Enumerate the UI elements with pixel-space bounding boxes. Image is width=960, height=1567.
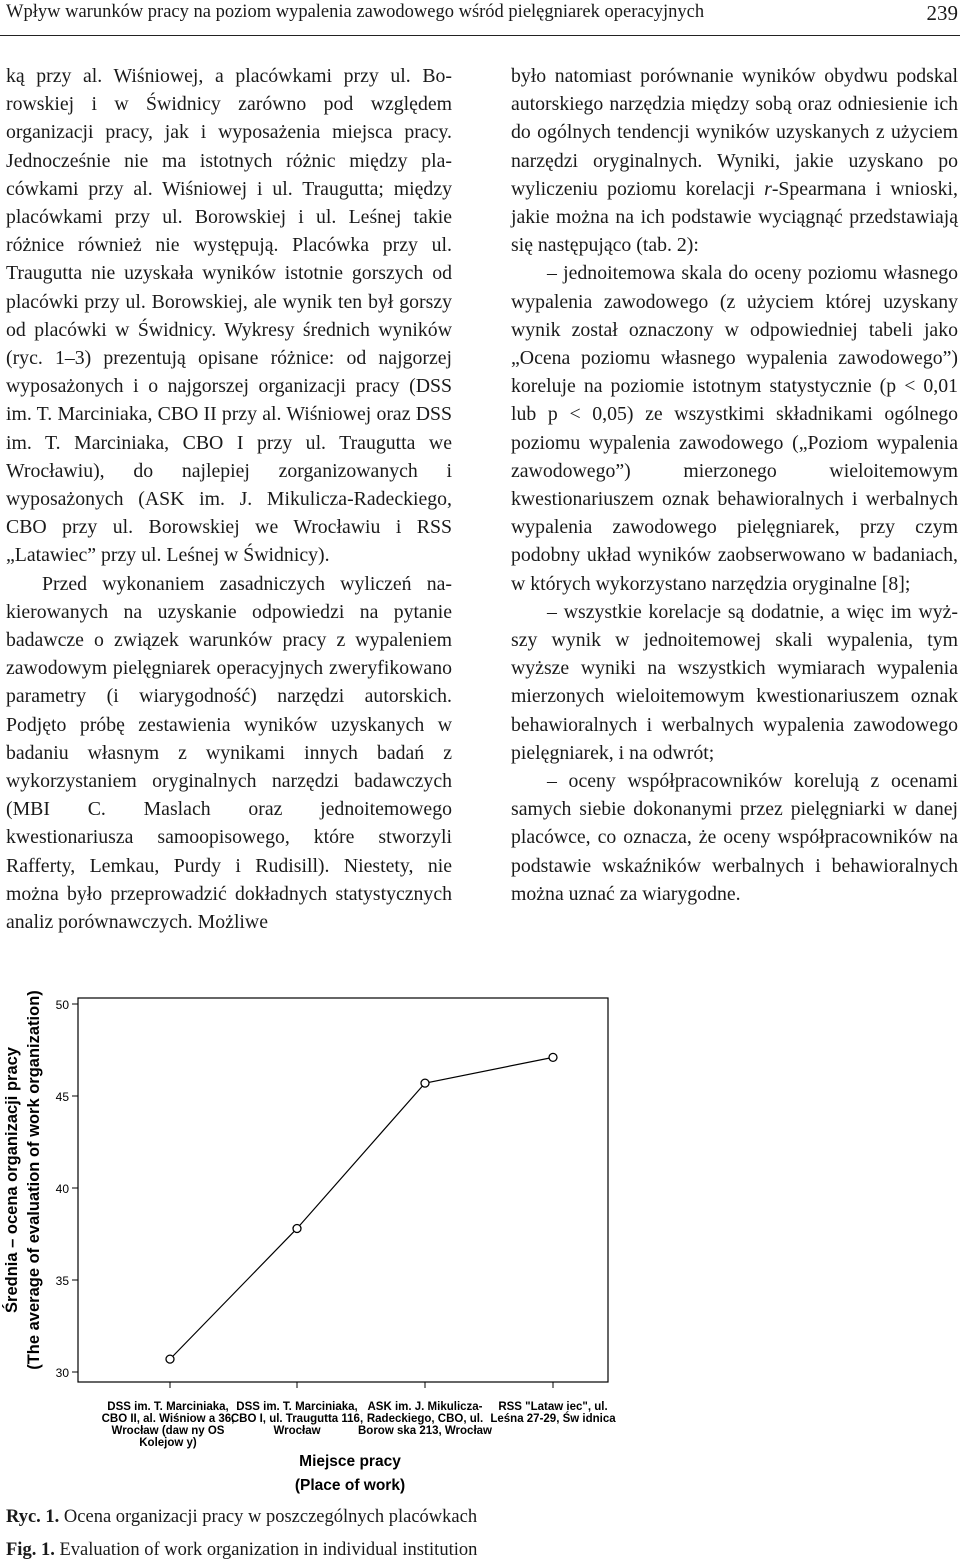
y-tick-label: 45 (55, 1090, 69, 1104)
caption-text: Ocena organizacji pracy w poszczególnych placówkach (63, 1507, 478, 1527)
caption-text: Evaluation of work organization in individual institution (59, 1540, 478, 1560)
paragraph: ką przy al. Wiśniowej, a placówkami przy ul. Borowskiej i w Świdnicy zarówno pod względem organizacji pracy, jak i wyposażenia miejsca pracy. Jednocześnie nie ma istotnych różnic między placówkami przy al. Wiśniowej i ul. Traugutta; między placówkami przy ul. Borowskiej i ul. Leśnej takie różnice również nie występują. Placówka przy ul. Traugutta nie uzyskała wyników istotnie gorszych od placówki przy ul. Borowskiej, ale wynik ten był gorszy od placówki w Świdnicy. Wykresy średnich wyników (ryc. 1–3) prezentują opisane różnice: od najgorzej wyposażonych i o najgorszej organizacji pracy (DSS im. T. Marciniaka, CBO II przy al. Wiśniowej oraz DSS im. T. Marciniaka, CBO I przy ul. Traugutta we Wrocławiu), do najlepiej zorganizowanych i wyposażonych (ASK im. J. Mikulicza-Radeckiego, CBO przy ul. Borowskiej we Wrocławiu i RSS „Latawiec” przy ul. Leśnej w Świdnicy). (6, 65, 452, 567)
right-column (511, 62, 958, 908)
paragraph: Przed wykonaniem zasadniczych wyliczeń nakierowanych na uzyskanie odpowiedzi na pytanie badawcze o związek warunków pracy z wypaleniem zawodowym pielęgniarek operacyjnych zweryfikowano parametry (i wiarygodność) narzędzi autorskich. Podjęto próbę zestawienia wyników uzyskanych w badaniu własnym z wynikami innych badań z wykorzystaniem oryginalnych narzędzi badawczych (MBI C. Maslach oraz jednoitemowego kwestionariusza samoopisowego, które stworzyli Rafferty, Lemkau, Purdy i Rudisill). Niestety, nie można było przeprowadzić dokładnych statystycznych analiz porównawczych. Możliwe (6, 572, 452, 934)
running-header (0, 0, 960, 36)
x-tick-label: Wrocław (273, 1425, 321, 1437)
x-tick-label: DSS im. T. Marciniaka, (236, 1401, 358, 1413)
paragraph-text: -Spearmana i wnioski, jakie można na ich podstawie wyciągnąć przedstawiają się następująco (tab. 2): (511, 177, 958, 257)
x-tick-label: Wrocław (daw ny OS (111, 1425, 225, 1437)
caption-label: Fig. 1. (6, 1540, 55, 1560)
x-tick-label: Kolejow y) (139, 1437, 197, 1449)
x-tick-label: DSS im. T. Marciniaka, (107, 1401, 229, 1413)
figure-caption-pl (6, 1507, 477, 1528)
italic-symbol: r (764, 177, 772, 200)
y-tick-label: 35 (55, 1274, 69, 1288)
data-point (421, 1079, 429, 1087)
list-item: – jednoitemowa skala do oceny poziomu własnego wypalenia zawodowego (z użyciem której uzyskany wynik został oznaczony w odpowiedniej tabeli jako „Ocena poziomu własnego wypalenia zawodowego”) koreluje na poziomie istotnym statystycznie (p < 0,01 lub p < 0,05) ze wszystkimi składnikami ogólnego poziomu wypalenia zawodowego („Poziom wypalenia zawodowego”) mierzonego wieloitemowym kwestionariuszem oznak behawioralnych i werbalnych wypalenia zawodowego pielęgniarek, przy czym podobny układ wyników zaobserwowano w badaniach, w których wykorzystano narzędzia oryginalne [8]; (511, 262, 958, 595)
x-tick-label: CBO I, ul. Traugutta 116, (230, 1413, 364, 1425)
list-item: – wszystkie korelacje są dodatnie, a więc im wyższy wynik w jednoitemowej skali wypalenia, tym wyższe wyniki na wszystkich wymiarach wypalenia mierzonych wieloitemowym kwestionariuszem oznak behawioralnych i werbalnych wypalenia zawodowego pielęgniarek, i na odwrót; (511, 600, 958, 764)
data-point (166, 1355, 174, 1363)
figure-caption-en (6, 1540, 477, 1561)
list-item: – oceny współpracowników korelują z ocenami samych siebie dokonanymi przez pielęgniarki w danej placówce, co oznacza, że oceny współpracowników na podstawie wskaźników werbalnych i behawioralnych można uznać za wiarygodne. (511, 770, 958, 905)
figure-1 (0, 980, 960, 1500)
y-tick-label: 30 (55, 1366, 69, 1380)
data-point (293, 1224, 301, 1232)
plot-frame (78, 998, 608, 1382)
x-axis-label-line1: Miejsce pracy (299, 1453, 401, 1470)
y-tick-label: 40 (55, 1182, 69, 1196)
x-tick-label: Borow ska 213, Wrocław (357, 1425, 493, 1437)
left-column (6, 62, 452, 936)
y-axis-label-line1: Średnia – ocena organizacji pracy (3, 1047, 21, 1313)
x-tick-label: ASK im. J. Mikulicza- (367, 1401, 483, 1413)
x-axis-categories (102, 1382, 617, 1449)
page-number: 239 (926, 1, 958, 25)
paragraph (511, 62, 958, 259)
line-chart (0, 980, 960, 1500)
series-line (170, 1057, 553, 1359)
x-tick-label: CBO II, al. Wiśniow a 36, (101, 1413, 235, 1425)
x-axis-label-line2: (Place of work) (294, 1477, 406, 1494)
x-tick-label: RSS "Lataw iec", ul. (498, 1401, 608, 1413)
data-point (549, 1053, 557, 1061)
y-axis-label-line2: (The average of evaluation of work organization) (25, 990, 43, 1370)
x-tick-label: Leśna 27-29, Św idnica (490, 1413, 616, 1425)
running-header-title: Wpływ warunków pracy na poziom wypalenia zawodowego wśród pielęgniarek operacyjnych (6, 2, 705, 22)
y-axis-label (2, 990, 43, 1370)
x-tick-label: Radeckiego, CBO, ul. (366, 1413, 484, 1425)
y-axis-ticks (56, 998, 78, 1380)
y-tick-label: 50 (55, 998, 69, 1012)
series-points (166, 1053, 557, 1363)
paragraph-text: było natomiast porównanie wyników obydwu podskal autorskiego narzędzia między sobą oraz odniesienie ich do ogólnych tendencji wyników uzyskanych z użyciem narzędzi oryginalnych. Wyniki, jakie uzyskano po wyliczeniu poziomu korelacji (511, 65, 958, 200)
caption-label: Ryc. 1. (6, 1507, 60, 1527)
